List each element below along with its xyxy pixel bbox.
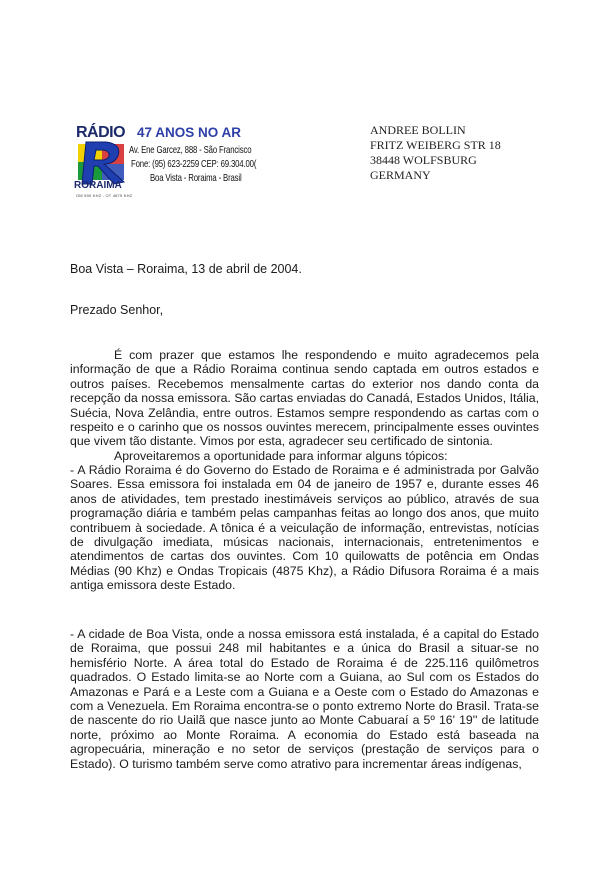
paragraph-text: - A cidade de Boa Vista, onde a nossa emissora está instalada, é a capital do Estado de Roraima, que possui 248 mil habitantes e a única do Brasil a situar-se no hemisfério Norte. A área total do Estado de Roraima é de 225.116 quilômetros quadrados. O Estado limita-se ao Norte com a Guiana, ao Sul com os Estados do Amazonas e Pará e a Leste com a Guiana e a Oeste com o Estado do Amazonas e com a Venezuela. Em Roraima encontra-se o ponto extremo Norte do Brasil. Trata-se de nascente do rio Uailã que nasce junto ao Monte Cabuaraí a 5º 16' 19'' de latitude norte, próximo ao Monte Roraima. A economia do Estado está baseada na agropecuária, mineração e no setor de serviços (prestação de serviços para o Estado). O turismo também serve como atrativo para incrementar áreas indígenas,	[70, 627, 539, 771]
recipient-name: ANDREE BOLLIN	[370, 123, 466, 137]
logo-text-roraima: RORAIMA	[74, 180, 122, 191]
anniversary-heading: 47 ANOS NO AR	[137, 125, 242, 140]
paragraph-radio-info	[70, 463, 539, 593]
recipient-city: 38448 WOLFSBURG	[370, 153, 477, 167]
letter-date: Boa Vista – Roraima, 13 de abril de 2004.	[70, 262, 302, 276]
paragraph-thanks	[70, 348, 539, 463]
paragraph-intro-topics: Aproveitaremos a oportunidade para informar alguns tópicos:	[114, 448, 448, 463]
logo-frequency-text: OM 590 KHZ - OT 4875 KHZ	[76, 193, 133, 198]
paragraph-boa-vista-info	[70, 627, 539, 771]
recipient-address	[370, 123, 501, 183]
address-line-1: Av. Ene Garcez, 888 - São Francisco	[129, 144, 252, 156]
paragraph-text: - A Rádio Roraima é do Governo do Estado de Roraima e é administrada por Galvão Soares. Essa emissora foi instalada em 04 de janeiro de 1957 e, durante esses 46 anos de atividades, tem prestado inestimáveis serviços ao público, através de sua programação diária e também pelas campanhas feitas ao longo dos anos, que muito contribuem à sociedade. A tônica é a veiculação de informação, entrevistas, notícias de divulgação imediata, músicas nacionais, internacionais, entretenimentos e atendimentos de cartas dos ouvintes. Com 10 quilowatts de potência em Ondas Médias (90 Khz) e Ondas Tropicais (4875 Khz), a Rádio Difusora Roraima é a mais antiga emissora deste Estado.	[70, 463, 539, 593]
letter-greeting: Prezado Senhor,	[70, 303, 164, 317]
address-line-3: Boa Vista - Roraima - Brasil	[150, 172, 242, 184]
paragraph-text: É com prazer que estamos lhe respondendo e muito agradecemos pela informação de que a Rádio Roraima continua sendo captada em outros estados e outros países. Recebemos mensalmente cartas do exterior nos dando conta da recepção da nossa emissora. São cartas enviadas do Canadá, Estados Unidos, Itália, Suécia, Nova Zelândia, entre outros. Estamos sempre respondendo as cartas com o respeito e o carinho que os nossos ouvintes merecem, principalmente esses ouvintes que vivem tão distante. Vimos por esta, agradecer seu certificado de sintonia.	[70, 348, 539, 449]
recipient-country: GERMANY	[370, 168, 431, 182]
recipient-street: FRITZ WEIBERG STR 18	[370, 138, 501, 152]
address-line-2: Fone: (95) 623-2259 CEP: 69.304.00(	[131, 158, 257, 170]
logo-text-radio: RÁDIO	[76, 124, 126, 141]
